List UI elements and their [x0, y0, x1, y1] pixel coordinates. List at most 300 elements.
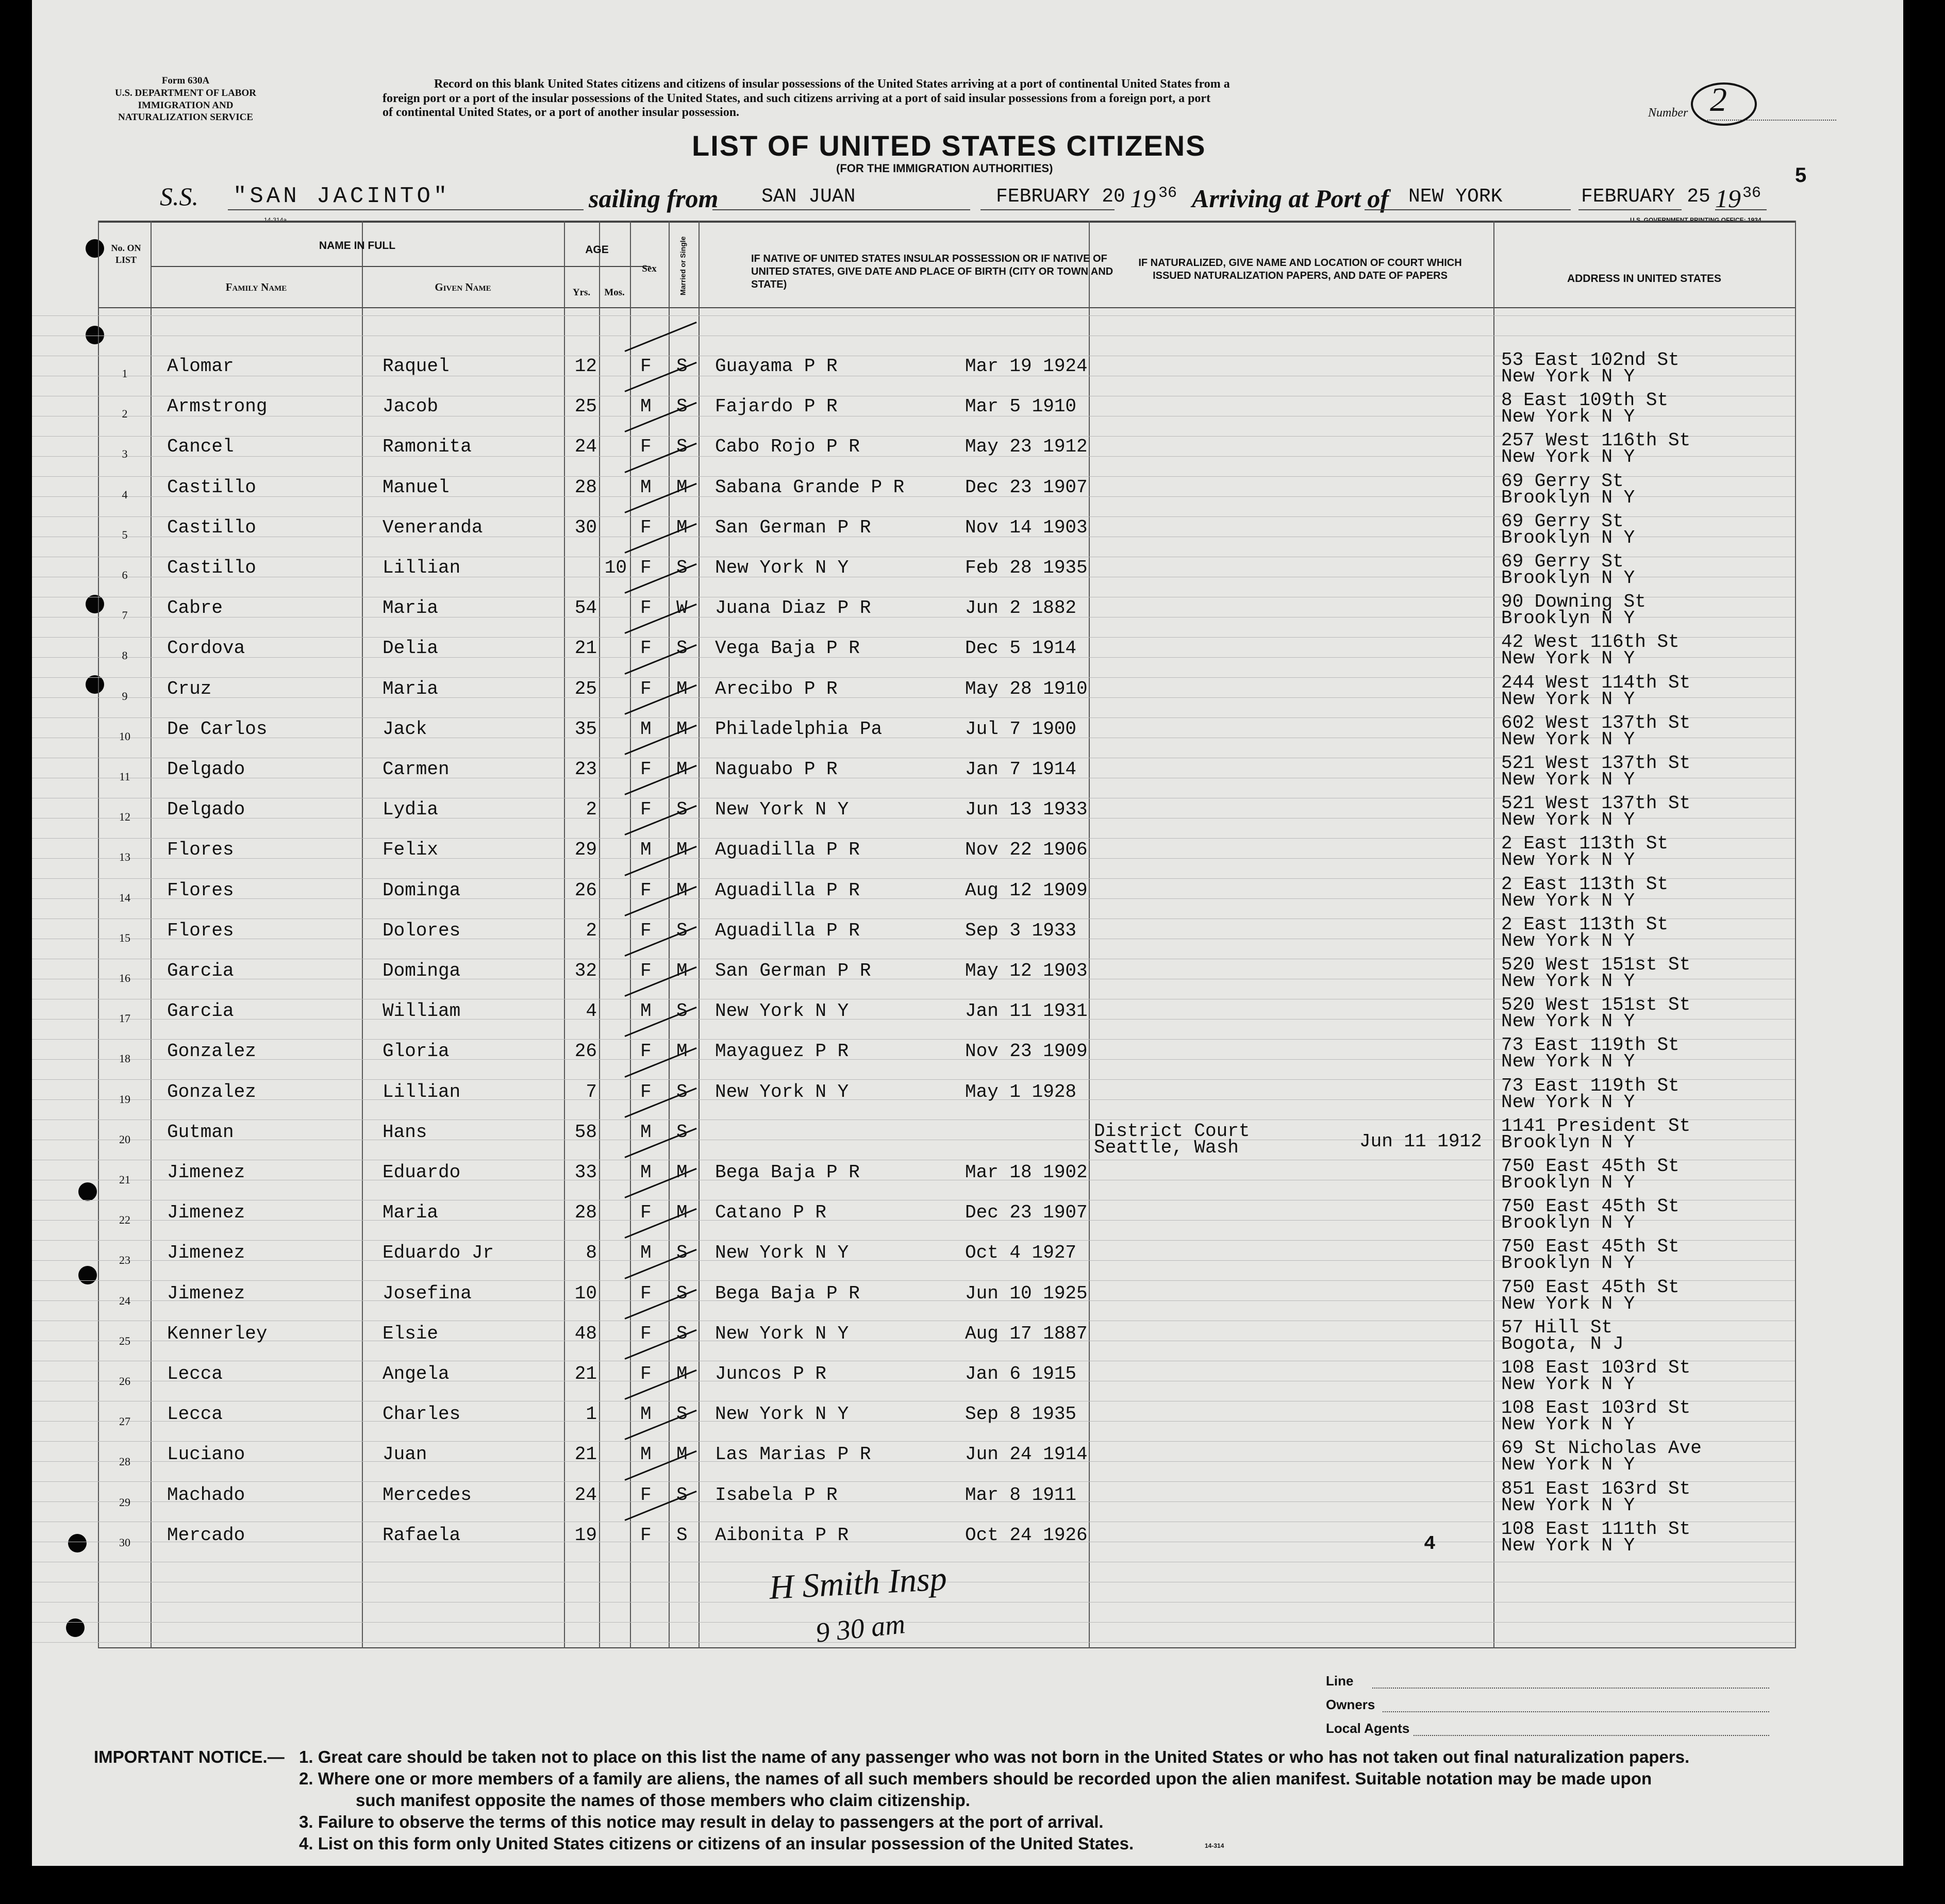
- row-number: 22: [119, 1213, 130, 1227]
- birthplace: Aguadilla P R: [715, 920, 860, 941]
- marital-status: S: [676, 1121, 688, 1143]
- record-line-1: Record on this blank United States citizens and citizens of insular possessions of the United States arriving at a port of continental United States from a: [434, 77, 1230, 91]
- age-years: 2: [586, 920, 597, 941]
- sex: F: [640, 879, 652, 901]
- birthplace: Aguadilla P R: [715, 879, 860, 901]
- department: U.S. DEPARTMENT OF LABOR: [115, 87, 256, 98]
- age-years: 48: [574, 1323, 597, 1344]
- marital-status: M: [676, 678, 688, 699]
- service-line-1: IMMIGRATION AND: [138, 99, 234, 111]
- row-number: 14: [119, 891, 130, 904]
- birthplace: Bega Baja P R: [715, 1162, 860, 1183]
- address-line-1: 750 East 45th St: [1501, 1276, 1680, 1298]
- birth-date: Dec 5 1914: [965, 638, 1077, 659]
- family-name: Kennerley: [167, 1323, 268, 1344]
- birthplace: New York N Y: [715, 557, 849, 578]
- marital-status: S: [676, 1323, 688, 1344]
- header-yrs: Yrs.: [572, 287, 591, 298]
- header-age: AGE: [585, 244, 609, 256]
- row-number: 26: [119, 1375, 130, 1388]
- address-line-2: New York N Y: [1501, 809, 1635, 831]
- record-line-3: of continental United States, or a port of another insular possession.: [383, 106, 740, 120]
- age-years: 23: [574, 759, 597, 780]
- age-years: 24: [574, 1484, 597, 1506]
- depart-year-prefix: 19: [1130, 184, 1156, 213]
- family-name: Cordova: [167, 638, 245, 659]
- header-sex: Sex: [642, 263, 657, 274]
- given-name: Ramonita: [383, 436, 472, 458]
- given-name: Felix: [383, 839, 439, 861]
- sex: F: [640, 356, 652, 377]
- sex: M: [640, 1162, 652, 1183]
- arrival-date: FEBRUARY 25: [1581, 186, 1710, 208]
- notice-item-2: 2. Where one or more members of a family are aliens, the names of all such members should be recorded upon the alien manifest. Suitable notation may be made upon: [299, 1769, 1652, 1788]
- sex: F: [640, 597, 652, 619]
- address-line-2: Brooklyn N Y: [1501, 608, 1635, 629]
- agents-label: Local Agents: [1326, 1721, 1410, 1736]
- age-years: 28: [574, 476, 597, 498]
- marital-status: S: [676, 356, 688, 377]
- arrival-year-prefix: 19: [1715, 184, 1741, 213]
- sex: F: [640, 759, 652, 780]
- birth-date: Aug 17 1887: [965, 1323, 1088, 1344]
- address-line-2: New York N Y: [1501, 769, 1635, 790]
- family-name: Delgado: [167, 759, 245, 780]
- agents-field: [1414, 1735, 1769, 1736]
- birthplace: Juana Diaz P R: [715, 597, 871, 619]
- family-name: Mercado: [167, 1524, 245, 1546]
- address-line-1: 750 East 45th St: [1501, 1156, 1680, 1177]
- age-years: 4: [586, 1000, 597, 1022]
- address-line-2: Brooklyn N Y: [1501, 487, 1635, 508]
- address-line-2: New York N Y: [1501, 1011, 1635, 1032]
- marital-status: M: [676, 839, 688, 861]
- birth-date: Jan 11 1931: [965, 1000, 1088, 1022]
- sex: F: [640, 436, 652, 458]
- family-name: Flores: [167, 879, 234, 901]
- birthplace: Mayaguez P R: [715, 1041, 849, 1062]
- address-line-1: 90 Downing St: [1501, 591, 1646, 613]
- age-years: 21: [574, 1363, 597, 1384]
- birthplace: Guayama P R: [715, 356, 838, 377]
- age-years: 19: [574, 1524, 597, 1546]
- age-years: 30: [574, 516, 597, 538]
- address-line-1: 57 Hill St: [1501, 1316, 1613, 1338]
- birth-date: Dec 23 1907: [965, 1202, 1088, 1224]
- marital-status: S: [676, 1081, 688, 1103]
- sex: M: [640, 396, 652, 417]
- given-name: Elsie: [383, 1323, 439, 1344]
- marital-status: S: [676, 1524, 688, 1546]
- address-line-1: 69 Gerry St: [1501, 551, 1624, 572]
- marital-status: S: [676, 1404, 688, 1425]
- arrival-date-line: [1578, 209, 1682, 210]
- address-line-2: New York N Y: [1501, 688, 1635, 710]
- from-port-line: [712, 209, 970, 210]
- address-line-2: New York N Y: [1501, 1414, 1635, 1435]
- address-line-1: 69 Gerry St: [1501, 470, 1624, 492]
- sex: F: [640, 1081, 652, 1103]
- given-name: Lillian: [383, 1081, 461, 1103]
- address-line-1: 2 East 113th St: [1501, 873, 1669, 895]
- address-line-2: New York N Y: [1501, 1374, 1635, 1395]
- service-line-2: NATURALIZATION SERVICE: [118, 112, 254, 123]
- header-place-of-birth: IF NATIVE OF UNITED STATES INSULAR POSSESSION OR IF NATIVE OF UNITED STATES, GIVE DATE AND PLACE OF BIRTH (CITY OR TOWN AND STATE): [751, 253, 1113, 290]
- given-name: William: [383, 1000, 461, 1022]
- sex: F: [640, 1363, 652, 1384]
- sex: F: [640, 1524, 652, 1546]
- age-years: 2: [586, 799, 597, 821]
- address-line-2: New York N Y: [1501, 648, 1635, 670]
- birth-date: Jul 7 1900: [965, 718, 1077, 740]
- given-name: Lillian: [383, 557, 461, 578]
- sex: M: [640, 1242, 652, 1264]
- given-name: Maria: [383, 1202, 439, 1224]
- row-number: 2: [122, 407, 128, 421]
- family-name: Flores: [167, 920, 234, 941]
- marital-status: S: [676, 1242, 688, 1264]
- header-address: ADDRESS IN UNITED STATES: [1567, 273, 1722, 285]
- number-value: 2: [1710, 81, 1727, 119]
- corner-page-number: 5: [1795, 164, 1807, 187]
- line-label: Line: [1326, 1673, 1354, 1689]
- birth-date: Nov 22 1906: [965, 839, 1088, 861]
- birth-date: Jan 7 1914: [965, 759, 1077, 780]
- punch-hole: [86, 326, 104, 344]
- address-line-2: Bogota, N J: [1501, 1333, 1624, 1355]
- address-line-2: New York N Y: [1501, 1051, 1635, 1073]
- line-field: [1372, 1688, 1769, 1689]
- given-name: Jacob: [383, 396, 439, 417]
- given-name: Manuel: [383, 476, 450, 498]
- address-line-2: Brooklyn N Y: [1501, 527, 1635, 548]
- given-name: Veneranda: [383, 516, 483, 538]
- marital-status: M: [676, 1202, 688, 1224]
- row-number: 27: [119, 1415, 130, 1428]
- given-name: Maria: [383, 678, 439, 699]
- given-name: Carmen: [383, 759, 450, 780]
- arriving-label: Arriving at Port of: [1192, 184, 1389, 213]
- page-subtitle: (FOR THE IMMIGRATION AUTHORITIES): [836, 162, 1053, 175]
- birth-date: Oct 4 1927: [965, 1242, 1077, 1264]
- birth-date: May 12 1903: [965, 960, 1088, 981]
- arrival-year: 36: [1742, 185, 1761, 202]
- marital-status: S: [676, 396, 688, 417]
- ruled-line: [32, 1622, 1795, 1623]
- age-years: 24: [574, 436, 597, 458]
- birthplace: New York N Y: [715, 1323, 849, 1344]
- sex: M: [640, 1444, 652, 1465]
- birthplace: Naguabo P R: [715, 759, 838, 780]
- age-years: 1: [586, 1404, 597, 1425]
- marital-status: M: [676, 1162, 688, 1183]
- address-line-1: 108 East 103rd St: [1501, 1357, 1691, 1378]
- row-number: 15: [119, 931, 130, 944]
- given-name: Josefina: [383, 1282, 472, 1304]
- age-years: 12: [574, 356, 597, 377]
- address-line-1: 750 East 45th St: [1501, 1236, 1680, 1258]
- age-years: 54: [574, 597, 597, 619]
- birthplace: Arecibo P R: [715, 678, 838, 699]
- address-line-1: 602 West 137th St: [1501, 712, 1691, 733]
- given-name: Charles: [383, 1404, 461, 1425]
- sex: M: [640, 1404, 652, 1425]
- address-line-1: 851 East 163rd St: [1501, 1478, 1691, 1499]
- punch-hole: [66, 1618, 85, 1637]
- row-number: 13: [119, 850, 130, 864]
- age-months: 10: [604, 557, 627, 578]
- family-name: De Carlos: [167, 718, 268, 740]
- family-name: Garcia: [167, 1000, 234, 1022]
- family-name: Alomar: [167, 356, 234, 377]
- address-line-1: 69 St Nicholas Ave: [1501, 1438, 1702, 1459]
- address-line-2: New York N Y: [1501, 1494, 1635, 1516]
- birth-date: Sep 8 1935: [965, 1404, 1077, 1425]
- tally-number: 4: [1424, 1533, 1436, 1555]
- birth-date: Mar 19 1924: [965, 356, 1088, 377]
- given-name: Eduardo Jr: [383, 1242, 494, 1264]
- sex: F: [640, 1282, 652, 1304]
- number-label: Number: [1648, 106, 1688, 120]
- birth-date: Mar 18 1902: [965, 1162, 1088, 1183]
- age-years: 7: [586, 1081, 597, 1103]
- birth-date: Jan 6 1915: [965, 1363, 1077, 1384]
- birthplace: New York N Y: [715, 1404, 849, 1425]
- birth-date: Feb 28 1935: [965, 557, 1088, 578]
- given-name: Lydia: [383, 799, 439, 821]
- given-name: Eduardo: [383, 1162, 461, 1183]
- sex: F: [640, 516, 652, 538]
- marital-status: M: [676, 718, 688, 740]
- address-line-2: New York N Y: [1501, 1534, 1635, 1556]
- address-line-1: 1141 President St: [1501, 1115, 1691, 1137]
- marital-status: M: [676, 960, 688, 981]
- row-number: 16: [119, 972, 130, 984]
- address-line-2: New York N Y: [1501, 446, 1635, 468]
- given-name: Jack: [383, 718, 427, 740]
- address-line-2: New York N Y: [1501, 406, 1635, 428]
- given-name: Dolores: [383, 920, 461, 941]
- family-name: Delgado: [167, 799, 245, 821]
- marital-status: S: [676, 557, 688, 578]
- ruled-line: [32, 315, 1795, 316]
- marital-status: S: [676, 638, 688, 659]
- age-years: 32: [574, 960, 597, 981]
- age-years: 21: [574, 638, 597, 659]
- sex: M: [640, 1000, 652, 1022]
- address-line-2: New York N Y: [1501, 1454, 1635, 1476]
- row-number: 17: [119, 1012, 130, 1025]
- family-name: Jimenez: [167, 1162, 245, 1183]
- inspector-signature: [768, 1559, 947, 1608]
- sex: F: [640, 1484, 652, 1506]
- depart-date: FEBRUARY 20: [996, 186, 1125, 208]
- marital-status: M: [676, 516, 688, 538]
- given-name: Angela: [383, 1363, 450, 1384]
- address-line-2: New York N Y: [1501, 1293, 1635, 1314]
- birthplace: San German P R: [715, 960, 871, 981]
- birth-date: Aug 12 1909: [965, 879, 1088, 901]
- birthplace: Vega Baja P R: [715, 638, 860, 659]
- row-number: 6: [122, 569, 128, 581]
- address-line-1: 520 West 151st St: [1501, 954, 1691, 975]
- address-line-2: New York N Y: [1501, 366, 1635, 387]
- birthplace: San German P R: [715, 516, 871, 538]
- sex: F: [640, 1202, 652, 1224]
- notice-item-3: 3. Failure to observe the terms of this notice may result in delay to passengers at the port of arrival.: [299, 1812, 1104, 1831]
- age-years: 10: [574, 1282, 597, 1304]
- given-name: Rafaela: [383, 1524, 461, 1546]
- form-id-block: [93, 75, 278, 124]
- given-name: Maria: [383, 597, 439, 619]
- address-line-1: 521 West 137th St: [1501, 753, 1691, 774]
- table-top-rule: [99, 221, 1795, 223]
- depart-date-line: [980, 209, 1115, 210]
- address-line-1: 73 East 119th St: [1501, 1075, 1680, 1096]
- given-name: Hans: [383, 1121, 427, 1143]
- birth-date: Mar 8 1911: [965, 1484, 1077, 1506]
- address-line-2: Brooklyn N Y: [1501, 1212, 1635, 1234]
- sex: M: [640, 476, 652, 498]
- row-number: 12: [119, 810, 130, 824]
- marital-status: W: [676, 597, 688, 619]
- birthplace: Cabo Rojo P R: [715, 436, 860, 458]
- given-name: Delia: [383, 638, 439, 659]
- family-name: Lecca: [167, 1363, 223, 1384]
- owners-label: Owners: [1326, 1697, 1375, 1712]
- marital-status: S: [676, 1282, 688, 1304]
- address-line-1: 73 East 119th St: [1501, 1034, 1680, 1056]
- row-number: 5: [122, 528, 128, 541]
- sex: M: [640, 718, 652, 740]
- form-number: Form 630A: [161, 75, 210, 86]
- address-line-1: 750 East 45th St: [1501, 1196, 1680, 1217]
- row-number: 7: [122, 609, 128, 622]
- sex: M: [640, 1121, 652, 1143]
- birth-date: Jun 24 1914: [965, 1444, 1088, 1465]
- family-name: Jimenez: [167, 1282, 245, 1304]
- address-line-1: 521 West 137th St: [1501, 793, 1691, 814]
- birthplace: Sabana Grande P R: [715, 476, 905, 498]
- age-years: 25: [574, 396, 597, 417]
- age-years: 28: [574, 1202, 597, 1224]
- marital-status: M: [676, 879, 688, 901]
- address-line-1: 244 West 114th St: [1501, 672, 1691, 693]
- sex: F: [640, 678, 652, 699]
- address-line-2: New York N Y: [1501, 930, 1635, 951]
- record-instructions: [383, 77, 1230, 120]
- address-line-1: 8 East 109th St: [1501, 390, 1669, 411]
- manifest-sheet: [32, 0, 1903, 1866]
- birth-date: May 1 1928: [965, 1081, 1077, 1103]
- sex: F: [640, 799, 652, 821]
- family-name: Gonzalez: [167, 1081, 256, 1103]
- age-years: 25: [574, 678, 597, 699]
- address-line-1: 520 West 151st St: [1501, 994, 1691, 1016]
- marital-status: S: [676, 1484, 688, 1506]
- ss-label: S.S.: [160, 182, 198, 211]
- address-line-2: New York N Y: [1501, 890, 1635, 911]
- family-name: Castillo: [167, 516, 256, 538]
- sex: F: [640, 638, 652, 659]
- given-name: Mercedes: [383, 1484, 472, 1506]
- birthplace: Fajardo P R: [715, 396, 838, 417]
- given-name: Gloria: [383, 1041, 450, 1062]
- birthplace: New York N Y: [715, 799, 849, 821]
- row-number: 20: [119, 1132, 130, 1146]
- birthplace: New York N Y: [715, 1081, 849, 1103]
- given-name: Juan: [383, 1444, 427, 1465]
- col-rule: [1795, 221, 1796, 1648]
- court-location: Seattle, Wash: [1094, 1137, 1239, 1158]
- sex: F: [640, 1041, 652, 1062]
- birthplace: New York N Y: [715, 1000, 849, 1022]
- header-naturalization: IF NATURALIZED, GIVE NAME AND LOCATION OF COURT WHICH ISSUED NATURALIZATION PAPERS, AND DATE OF PAPERS: [1138, 257, 1462, 281]
- notice-title: IMPORTANT NOTICE.—: [94, 1747, 285, 1766]
- depart-year: 36: [1158, 185, 1177, 202]
- birthplace: Philadelphia Pa: [715, 718, 883, 740]
- header-bottom-rule: [99, 307, 1795, 308]
- row-number: 24: [119, 1294, 130, 1307]
- sex: F: [640, 960, 652, 981]
- family-name: Cancel: [167, 436, 234, 458]
- page-title: LIST OF UNITED STATES CITIZENS: [692, 129, 1206, 162]
- family-name: Cabre: [167, 597, 223, 619]
- row-number: 8: [122, 649, 128, 662]
- given-name: Dominga: [383, 879, 461, 901]
- age-years: 26: [574, 1041, 597, 1062]
- header-mos: Mos.: [604, 287, 625, 298]
- from-port: SAN JUAN: [761, 186, 856, 208]
- naturalization-date: Jun 11 1912: [1359, 1130, 1482, 1152]
- family-name: Castillo: [167, 476, 256, 498]
- address-line-1: 42 West 116th St: [1501, 631, 1680, 653]
- birth-date: Jun 13 1933: [965, 799, 1088, 821]
- row-number: 21: [119, 1173, 130, 1186]
- age-years: 26: [574, 879, 597, 901]
- row-number: 30: [119, 1535, 130, 1549]
- family-name: Flores: [167, 839, 234, 861]
- record-line-2: foreign port or a port of the insular possessions of the United States, and such citizens arriving at a port of said insular possessions from a foreign port, a port: [383, 91, 1211, 105]
- address-line-2: Brooklyn N Y: [1501, 567, 1635, 589]
- row-number: 19: [119, 1092, 130, 1106]
- ship-name: "SAN JACINTO": [233, 183, 451, 209]
- marital-status: S: [676, 920, 688, 941]
- header-married-or-single: Married or Single: [678, 236, 687, 295]
- row-number: 18: [119, 1052, 130, 1065]
- row-number: 25: [119, 1334, 130, 1347]
- address-line-1: 69 Gerry St: [1501, 510, 1624, 532]
- birthplace: Isabela P R: [715, 1484, 838, 1506]
- family-name: Jimenez: [167, 1242, 245, 1264]
- marital-status: M: [676, 759, 688, 780]
- sex: F: [640, 1323, 652, 1344]
- punch-hole: [86, 239, 104, 258]
- age-years: 29: [574, 839, 597, 861]
- address-line-2: Brooklyn N Y: [1501, 1172, 1635, 1193]
- sex: F: [640, 920, 652, 941]
- notice-item-2-cont: such manifest opposite the names of those members who claim citizenship.: [356, 1791, 970, 1810]
- sailing-label: sailing from: [589, 184, 719, 213]
- arrival-port-line: [1365, 209, 1571, 210]
- notice-item-4: 4. List on this form only United States citizens or citizens of an insular possession of the United States.: [299, 1834, 1134, 1853]
- address-line-2: New York N Y: [1501, 728, 1635, 750]
- ruled-line: [32, 1642, 1795, 1643]
- age-years: 21: [574, 1444, 597, 1465]
- birthplace: Catano P R: [715, 1202, 827, 1224]
- birthplace: Aibonita P R: [715, 1524, 849, 1546]
- birth-date: May 23 1912: [965, 436, 1088, 458]
